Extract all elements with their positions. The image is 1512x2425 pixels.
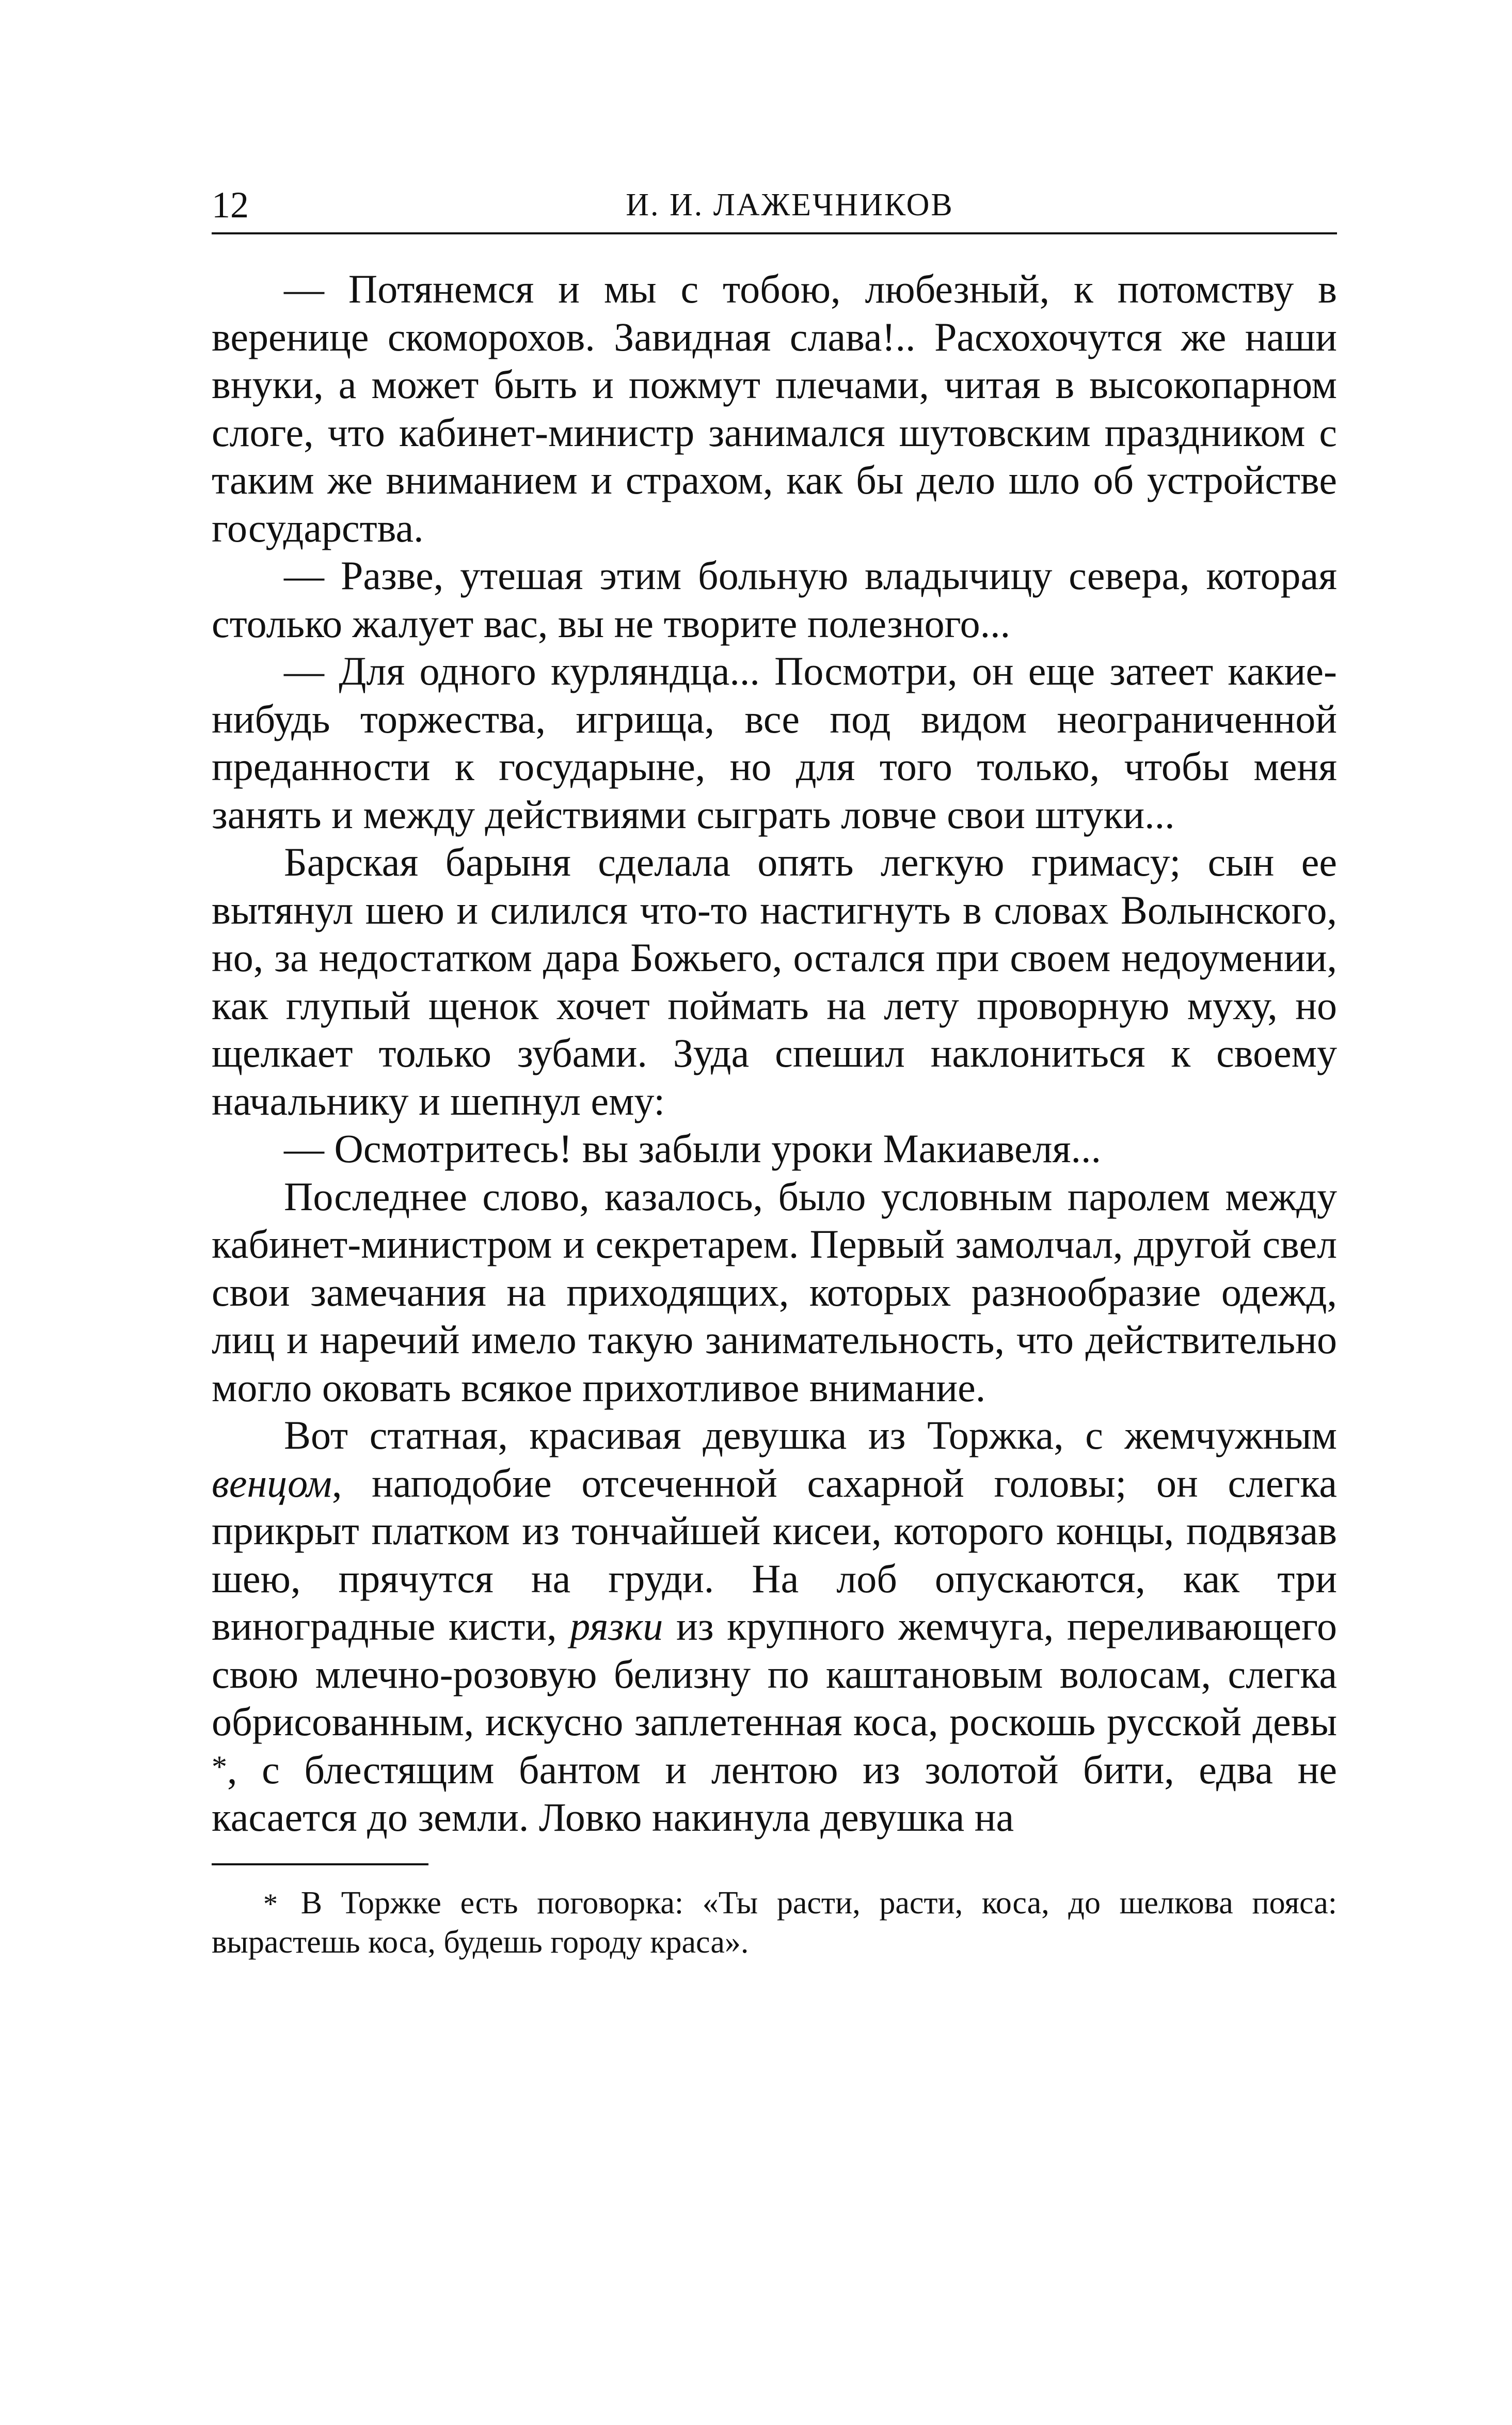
italic-word: рязки	[570, 1604, 663, 1649]
page-number: 12	[212, 184, 249, 226]
footnote	[212, 1884, 1337, 1961]
paragraph-text: , наподобие отсеченной сахарной головы; он слегка прикрыт платком из тончайшей кисеи, которого концы, подвязав шею, прячутся на груди. На лоб опускаются, как три виноградные кисти,	[212, 1460, 1337, 1649]
paragraph: — Разве, утешая этим больную владычицу севера, которая столько жалует вас, вы не творите полезного...	[212, 553, 1337, 646]
running-head: И. И. ЛАЖЕЧНИКОВ	[626, 187, 954, 223]
paragraph: Последнее слово, казалось, было условным паролем между кабинет-министром и секретарем. Первый замолчал, другой свел свои замечания на приходящих, которых разнообразие одежд, лиц и наречий имело такую занимательность, что действительно могло оковать всякое прихотливое внимание.	[212, 1174, 1337, 1410]
footnote-reference[interactable]: *	[212, 1749, 227, 1784]
body-text	[212, 265, 1337, 1842]
page-header	[212, 181, 1337, 234]
paragraph: — Потянемся и мы с тобою, любезный, к потомству в веренице скоморохов. Завидная слава!.. Расхохочутся же наши внуки, а может быть и пожмут плечами, читая в высокопарном слоге, что кабинет-министр занимался шутовским праздником с таким же вниманием и страхом, как бы дело шло об устройстве государства.	[212, 266, 1337, 550]
paragraph-text: , с блестящим бантом и лентою из золотой бити, едва не касается до земли. Ловко накинула девушка на	[212, 1747, 1337, 1840]
paragraph: Барская барыня сделала опять легкую гримасу; сын ее вытянул шею и силился что-то настигнуть в словах Волынского, но, за недостатком дара Божьего, остался при своем недоумении, как глупый щенок хочет поймать на лету проворную муху, но щелкает только зубами. Зуда спешил наклониться к своему начальнику и шепнул ему:	[212, 839, 1337, 1123]
paragraph: — Для одного курляндца... Посмотри, он еще затеет какие-нибудь торжества, игрища, все под видом неограниченной преданности к государыне, но для того только, чтобы меня занять и между действиями сыграть ловче свои штуки...	[212, 648, 1337, 837]
paragraph-text: из крупного жемчуга, переливающего свою млечно-розовую белизну по каштановым волосам, слегка обрисованным, искусно заплетенная коса, роскошь русской девы	[212, 1604, 1337, 1744]
footnote-divider	[212, 1863, 428, 1865]
footnote-mark: *	[263, 1888, 278, 1920]
italic-word: венцом	[212, 1460, 332, 1505]
paragraph-text: Вот статная, красивая девушка из Торжка, с жемчужным	[284, 1413, 1337, 1457]
paragraph: — Осмотритесь! вы забыли уроки Макиавеля...	[284, 1126, 1101, 1171]
paragraph	[212, 1412, 1337, 1842]
footnote-text: В Торжке есть поговорка: «Ты расти, расти, коса, до шелкова пояса: вырастешь коса, будешь городу краса».	[212, 1885, 1338, 1960]
book-page	[212, 181, 1337, 1961]
